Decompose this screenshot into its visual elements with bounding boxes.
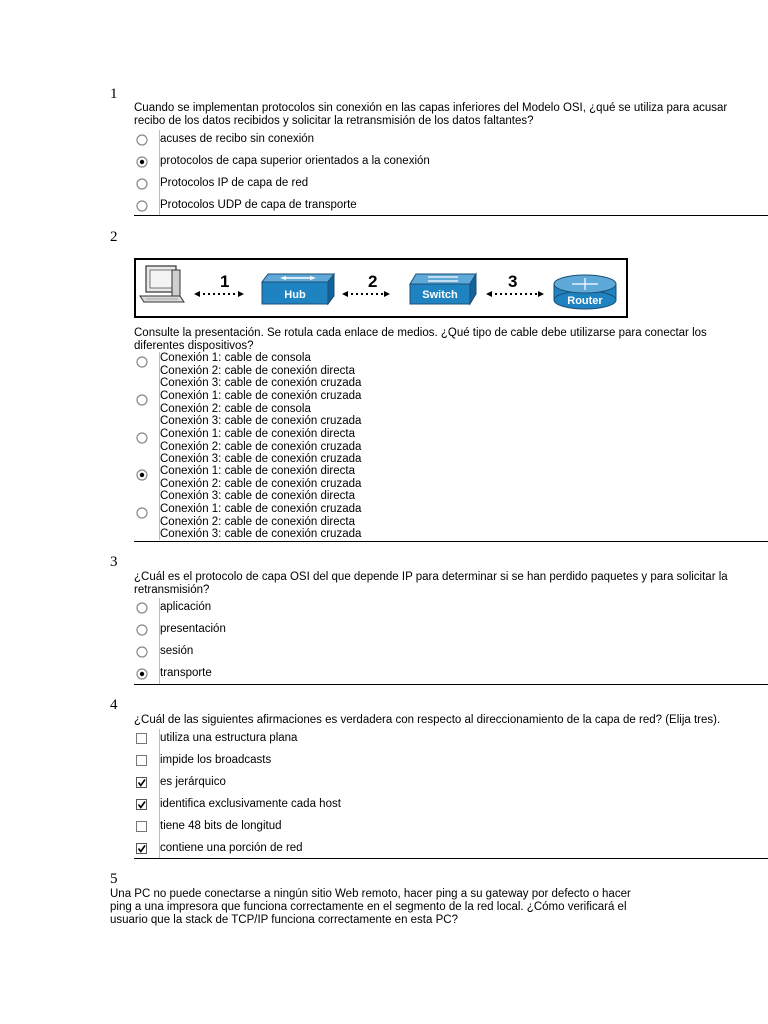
- link-2-arrow: [342, 291, 390, 297]
- radio-unselected-icon[interactable]: [134, 198, 150, 214]
- hub-label: Hub: [284, 289, 306, 301]
- radio-selected-icon[interactable]: [134, 467, 150, 483]
- radio-selected-icon[interactable]: [134, 666, 150, 682]
- question-number: 3: [110, 554, 118, 570]
- radio-option[interactable]: [134, 176, 734, 198]
- checkbox-option[interactable]: [134, 775, 734, 797]
- checkbox-option[interactable]: [134, 731, 734, 753]
- option-line: Conexión 3: cable de conexión cruzada: [160, 528, 362, 540]
- checkbox-option[interactable]: [134, 797, 734, 819]
- divider: [159, 729, 160, 859]
- network-diagram: [134, 258, 628, 318]
- option-label: protocolos de capa superior orientados a la conexión: [160, 155, 430, 167]
- question-number: 2: [110, 229, 118, 245]
- question-text: ¿Cuál de las siguientes afirmaciones es verdadera con respecto al direccionamiento de la capa de red? (Elija tres).: [134, 714, 721, 726]
- router-label: Router: [567, 295, 603, 307]
- pc-icon: [140, 266, 184, 302]
- radio-option[interactable]: [134, 428, 734, 466]
- option-label: tiene 48 bits de longitud: [160, 820, 282, 832]
- question-separator: [134, 858, 768, 859]
- radio-unselected-icon[interactable]: [134, 430, 150, 446]
- question-separator: [134, 215, 768, 216]
- option-line: Conexión 2: cable de consola: [160, 402, 311, 415]
- checkbox-option[interactable]: [134, 819, 734, 841]
- radio-option[interactable]: [134, 132, 734, 154]
- question-number: 1: [110, 86, 118, 102]
- switch-icon: [410, 274, 476, 304]
- option-label: contiene una porción de red: [160, 842, 303, 854]
- radio-option[interactable]: [134, 644, 734, 666]
- option-line: Conexión 2: cable de conexión cruzada: [160, 440, 362, 453]
- question-text: Cuando se implementan protocolos sin conexión en las capas inferiores del Modelo OSI, ¿qué se utiliza para acusar recibo de los datos recibidos y solicitar la retransmisión de los datos faltantes?: [134, 102, 728, 127]
- radio-unselected-icon[interactable]: [134, 505, 150, 521]
- question-text: Consulte la presentación. Se rotula cada enlace de medios. ¿Qué tipo de cable debe utilizarse para conectar los diferentes dispositivos?: [134, 327, 707, 352]
- radio-unselected-icon[interactable]: [134, 600, 150, 616]
- network-diagram-svg: [136, 260, 626, 316]
- radio-unselected-icon[interactable]: [134, 132, 150, 148]
- option-line: Conexión 1: cable de conexión cruzada: [160, 390, 362, 402]
- radio-unselected-icon[interactable]: [134, 644, 150, 660]
- radio-option[interactable]: [134, 465, 734, 503]
- option-line: Conexión 3: cable de conexión cruzada: [160, 377, 362, 389]
- radio-option[interactable]: [134, 390, 734, 428]
- option-line: Conexión 3: cable de conexión directa: [160, 490, 355, 502]
- radio-selected-icon[interactable]: [134, 154, 150, 170]
- link-label-1: 1: [220, 272, 230, 291]
- checkbox-option[interactable]: [134, 753, 734, 775]
- option-line: Conexión 1: cable de consola: [160, 352, 311, 364]
- radio-unselected-icon[interactable]: [134, 176, 150, 192]
- checkbox-checked-icon[interactable]: [134, 841, 150, 857]
- checkbox-unchecked-icon[interactable]: [134, 753, 150, 769]
- option-line: Conexión 1: cable de conexión directa: [160, 428, 355, 440]
- option-label: Protocolos IP de capa de red: [160, 177, 309, 189]
- option-label: utiliza una estructura plana: [160, 732, 298, 744]
- question-number: 5: [110, 871, 118, 887]
- question-text: Una PC no puede conectarse a ningún sitio Web remoto, hacer ping a su gateway por defecto o hacer ping a una impresora que funciona correctamente en el segmento de la red local. ¿Cómo verificará el usuario que la stack de TCP/IP funciona correctamente en esta PC?: [110, 888, 631, 926]
- option-label: aplicación: [160, 601, 212, 613]
- option-line: Conexión 3: cable de conexión cruzada: [160, 453, 362, 465]
- option-label: sesión: [160, 645, 194, 657]
- option-line: Conexión 1: cable de conexión cruzada: [160, 503, 362, 515]
- hub-icon: [262, 274, 334, 304]
- switch-label: Switch: [422, 289, 458, 301]
- divider: [159, 130, 160, 216]
- divider: [159, 352, 160, 540]
- radio-option[interactable]: [134, 198, 734, 220]
- question-separator: [134, 684, 768, 685]
- option-line: Conexión 2: cable de conexión directa: [160, 364, 355, 377]
- checkbox-unchecked-icon[interactable]: [134, 731, 150, 747]
- option-label: presentación: [160, 623, 226, 635]
- link-1-arrow: [194, 291, 244, 297]
- radio-unselected-icon[interactable]: [134, 392, 150, 408]
- option-label: identifica exclusivamente cada host: [160, 798, 341, 810]
- radio-unselected-icon[interactable]: [134, 354, 150, 370]
- option-line: Conexión 1: cable de conexión directa: [160, 465, 355, 477]
- option-line: Conexión 2: cable de conexión directa: [160, 515, 355, 528]
- link-3-arrow: [486, 291, 544, 297]
- option-label: Protocolos UDP de capa de transporte: [160, 199, 357, 211]
- checkbox-unchecked-icon[interactable]: [134, 819, 150, 835]
- checkbox-checked-icon[interactable]: [134, 797, 150, 813]
- radio-option[interactable]: [134, 503, 734, 541]
- option-line: Conexión 3: cable de conexión cruzada: [160, 415, 362, 427]
- radio-option[interactable]: [134, 352, 734, 390]
- option-label: acuses de recibo sin conexión: [160, 133, 315, 145]
- question-separator: [134, 541, 768, 542]
- radio-unselected-icon[interactable]: [134, 622, 150, 638]
- link-label-2: 2: [368, 272, 378, 291]
- link-label-3: 3: [508, 272, 518, 291]
- option-label: es jerárquico: [160, 776, 226, 788]
- option-label: transporte: [160, 667, 212, 679]
- option-line: Conexión 2: cable de conexión cruzada: [160, 477, 362, 490]
- checkbox-option[interactable]: [134, 841, 734, 863]
- router-icon: [554, 275, 616, 309]
- question-text: ¿Cuál es el protocolo de capa OSI del que depende IP para determinar si se han perdido paquetes y para solicitar la retransmisión?: [134, 571, 728, 596]
- radio-option[interactable]: [134, 622, 734, 644]
- radio-option[interactable]: [134, 154, 734, 176]
- divider: [159, 598, 160, 684]
- radio-option[interactable]: [134, 600, 734, 622]
- question-number: 4: [110, 697, 118, 713]
- option-label: impide los broadcasts: [160, 754, 272, 766]
- checkbox-checked-icon[interactable]: [134, 775, 150, 791]
